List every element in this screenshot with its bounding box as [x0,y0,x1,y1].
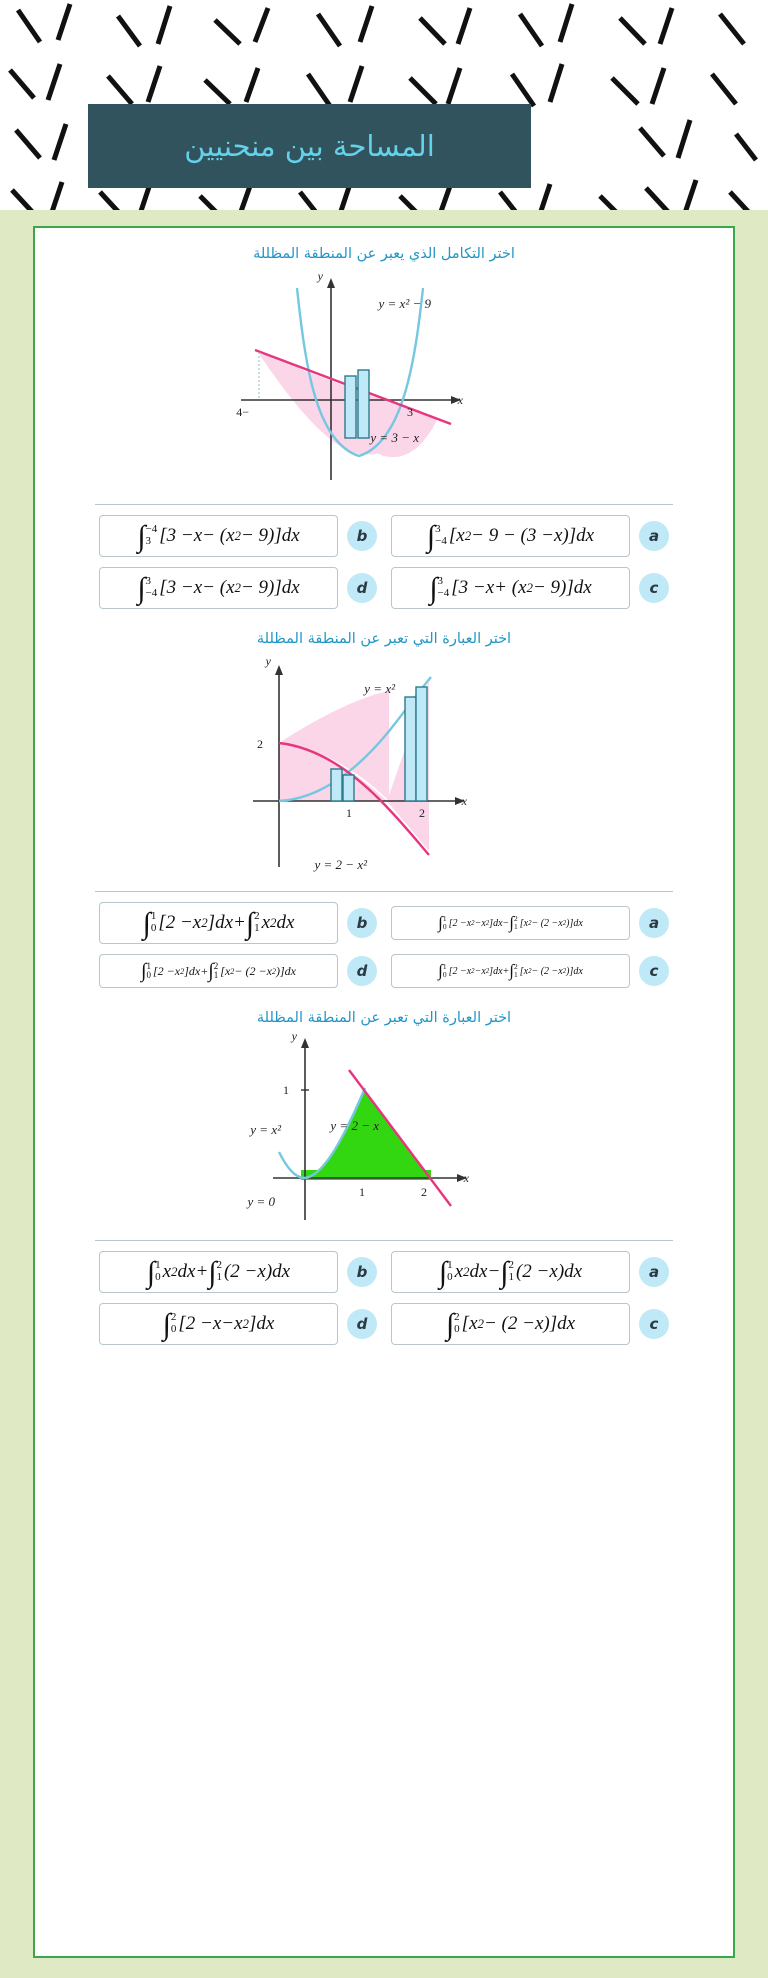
option-2d[interactable] [99,954,377,988]
option-2b[interactable] [99,902,377,944]
option-3d[interactable] [99,1303,377,1345]
svg-text:x: x [463,1171,469,1185]
option-bullet: c [639,573,669,603]
svg-text:2: 2 [419,806,425,820]
svg-text:1: 1 [283,1083,289,1097]
svg-text:3: 3 [407,405,413,419]
option-bullet: d [347,1309,377,1339]
option-bullet: a [639,1257,669,1287]
svg-text:y = 2 − x²: y = 2 − x² [314,857,367,872]
question-2-options [35,892,733,992]
svg-text:2: 2 [257,737,263,751]
page-title: المساحة بين منحنيين [184,129,435,163]
svg-text:y = 3 − x: y = 3 − x [370,430,419,445]
option-3a-answer[interactable]: ∫ 1 0 x 2 dx − ∫ 2 1 (2 − x ) dx [391,1251,630,1293]
question-1-graph [35,266,733,494]
option-bullet: a [639,521,669,551]
worksheet-sheet [33,226,735,1958]
question-2-graph [35,651,733,881]
option-bullet: b [347,908,377,938]
option-3a[interactable] [391,1251,669,1293]
question-3-options [35,1241,733,1349]
question-1 [35,228,733,613]
option-2a[interactable] [391,902,669,944]
option-bullet: c [639,956,669,986]
option-bullet: b [347,521,377,551]
option-bullet: c [639,1309,669,1339]
option-1b-answer[interactable]: ∫ −4 3 [3 − x − ( x 2 − 9)] dx [99,515,338,557]
svg-text:2: 2 [421,1185,427,1199]
option-bullet: d [347,956,377,986]
question-3-prompt: اختر العبارة التي تعبر عن المنطقة المظللة [256,1010,512,1026]
svg-text:1: 1 [346,806,352,820]
svg-text:y = x²: y = x² [250,1122,281,1137]
option-1d-answer[interactable]: ∫ 3 −4 [3 − x − ( x 2 − 9)] dx [99,567,338,609]
option-bullet: a [639,908,669,938]
option-1c-answer[interactable]: ∫ 3 −4 [3 − x + ( x 2 − 9)] dx [391,567,630,609]
option-3c[interactable] [391,1303,669,1345]
option-bullet: d [347,573,377,603]
svg-text:y = 0: y = 0 [247,1194,275,1209]
svg-text:1: 1 [359,1185,365,1199]
option-2b-answer[interactable]: ∫ 1 0 [2 − x 2 ] dx + ∫ 2 1 x 2 dx [99,902,338,944]
option-1a-answer[interactable]: ∫ 3 −4 [ x 2 − 9 − (3 − x )] dx [391,515,630,557]
question-1-prompt: اختر التكامل الذي يعبر عن المنطقة المظللة [253,246,515,262]
option-3c-answer[interactable]: ∫ 2 0 [ x 2 − (2 − x )] dx [391,1303,630,1345]
svg-text:x: x [457,393,463,407]
option-2a-answer[interactable]: ∫ 1 0 [2 − x 2 − x 2 ] dx − ∫ 2 1 [ x 2 − (2 − x 2 )] dx [391,906,630,940]
question-3-graph [35,1030,733,1230]
svg-text:x: x [461,794,467,808]
page-title-bar [88,104,531,188]
svg-text:y = 2 − x: y = 2 − x [330,1118,379,1133]
question-2 [35,613,733,992]
svg-text:y = x²: y = x² [364,681,395,696]
option-3b[interactable] [99,1251,377,1293]
option-1c[interactable] [391,567,669,609]
option-3b-answer[interactable]: ∫ 1 0 x 2 dx + ∫ 2 1 (2 − x ) dx [99,1251,338,1293]
svg-text:y = x² − 9: y = x² − 9 [378,296,431,311]
option-2c[interactable] [391,954,669,988]
svg-text:y: y [291,1030,297,1043]
option-1d[interactable] [99,567,377,609]
option-1b[interactable] [99,515,377,557]
option-2d-answer[interactable]: ∫ 1 0 [2 − x 2 ] dx + ∫ 2 1 [ x 2 − (2 − x 2 )] dx [99,954,338,988]
option-2c-answer[interactable]: ∫ 1 0 [2 − x 2 − x 2 ] dx + ∫ 2 1 [ x 2 − (2 − x 2 )] dx [391,954,630,988]
option-3d-answer[interactable]: ∫ 2 0 [2 − x − x 2 ] dx [99,1303,338,1345]
option-1a[interactable] [391,515,669,557]
svg-text:−4: −4 [236,405,249,419]
svg-text:y: y [265,654,271,668]
question-2-prompt: اختر العبارة التي تعبر عن المنطقة المظللة [256,631,512,647]
question-1-options [35,505,733,613]
option-bullet: b [347,1257,377,1287]
svg-text:y: y [317,269,323,283]
question-3 [35,992,733,1349]
